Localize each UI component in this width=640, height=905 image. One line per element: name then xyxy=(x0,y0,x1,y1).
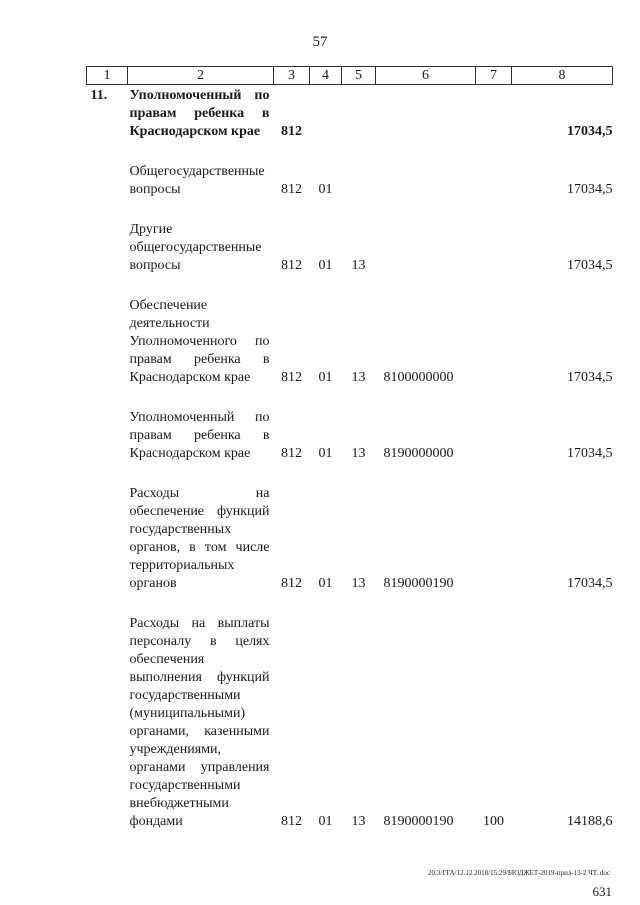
row-name: Общегосударственные вопросы xyxy=(129,164,265,197)
ved-code: 812 xyxy=(281,814,302,829)
column-header: 5 xyxy=(342,67,376,85)
pr-code: 13 xyxy=(351,258,366,273)
column-header: 1 xyxy=(87,67,128,85)
amount: 17034,5 xyxy=(567,576,613,591)
row-number xyxy=(87,485,128,615)
pr-code xyxy=(342,163,376,221)
vr-code xyxy=(476,221,512,297)
column-header: 7 xyxy=(476,67,512,85)
csr-code: 8190000190 xyxy=(383,576,454,591)
amount: 17034,5 xyxy=(567,446,613,461)
row-number xyxy=(87,163,128,221)
column-header: 8 xyxy=(512,67,613,85)
csr-code: 8100000000 xyxy=(383,370,454,385)
row-name: Уполномоченный по правам ребенка в Краснодарском крае xyxy=(129,88,270,139)
rz-code: 01 xyxy=(318,182,333,197)
csr-code: 8190000190 xyxy=(383,814,454,829)
footer-file-path: 20.3/ГГА/12.12.2018/15:29/БЮДЖЕТ-2019-прил-13-2 ЧТ..doc xyxy=(428,869,610,877)
footer-page-number: 631 xyxy=(592,884,612,899)
amount: 17034,5 xyxy=(567,258,613,273)
rz-code: 01 xyxy=(318,370,333,385)
table-row xyxy=(87,409,613,485)
column-header: 4 xyxy=(310,67,342,85)
row-name: Другие общегосударственные вопросы xyxy=(129,222,262,273)
ved-code: 812 xyxy=(281,370,302,385)
table-row xyxy=(87,221,613,297)
ved-code: 812 xyxy=(281,182,302,197)
pr-code: 13 xyxy=(351,576,366,591)
vr-code xyxy=(476,85,512,164)
row-number: 11. xyxy=(90,88,108,103)
row-name: Расходы на выплаты персоналу в целях обеспечения выполнения функций государственными (муниципальными) органами, казенными учреждениями, органами управления государственными внебюджетными фондами xyxy=(129,616,270,829)
row-name: Обеспечение деятельности Уполномоченного по правам ребенка в Краснодарском крае xyxy=(129,298,270,385)
row-name: Уполномоченный по правам ребенка в Краснодарском крае xyxy=(129,410,270,461)
row-number xyxy=(87,221,128,297)
pr-code: 13 xyxy=(351,370,366,385)
rz-code: 01 xyxy=(318,814,333,829)
vr-code xyxy=(476,409,512,485)
amount: 17034,5 xyxy=(567,370,613,385)
table-row xyxy=(87,485,613,615)
row-number xyxy=(87,297,128,409)
rz-code: 01 xyxy=(318,446,333,461)
vr-code: 100 xyxy=(483,814,504,829)
page-number: 57 xyxy=(312,34,328,50)
row-number xyxy=(87,409,128,485)
column-header: 2 xyxy=(128,67,274,85)
amount: 17034,5 xyxy=(567,182,613,197)
csr-code xyxy=(376,85,476,164)
rz-code xyxy=(310,85,342,164)
ved-code: 812 xyxy=(281,124,302,139)
rz-code: 01 xyxy=(318,576,333,591)
ved-code: 812 xyxy=(281,258,302,273)
ved-code: 812 xyxy=(281,446,302,461)
row-name: Расходы на обеспечение функций государственных органов, в том числе территориальных органов xyxy=(129,486,270,591)
table-row xyxy=(87,297,613,409)
table-row xyxy=(87,85,613,164)
ved-code: 812 xyxy=(281,576,302,591)
vr-code xyxy=(476,297,512,409)
row-number xyxy=(87,615,128,853)
vr-code xyxy=(476,163,512,221)
pr-code xyxy=(342,85,376,164)
budget-table xyxy=(86,66,613,853)
amount: 17034,5 xyxy=(567,124,613,139)
csr-code xyxy=(376,163,476,221)
column-header: 6 xyxy=(376,67,476,85)
vr-code xyxy=(476,485,512,615)
csr-code: 8190000000 xyxy=(383,446,454,461)
rz-code: 01 xyxy=(318,258,333,273)
column-header: 3 xyxy=(274,67,310,85)
amount: 14188,6 xyxy=(567,814,613,829)
csr-code xyxy=(376,221,476,297)
pr-code: 13 xyxy=(351,814,366,829)
column-number-row xyxy=(87,67,613,85)
table-row xyxy=(87,615,613,853)
pr-code: 13 xyxy=(351,446,366,461)
table-row xyxy=(87,163,613,221)
